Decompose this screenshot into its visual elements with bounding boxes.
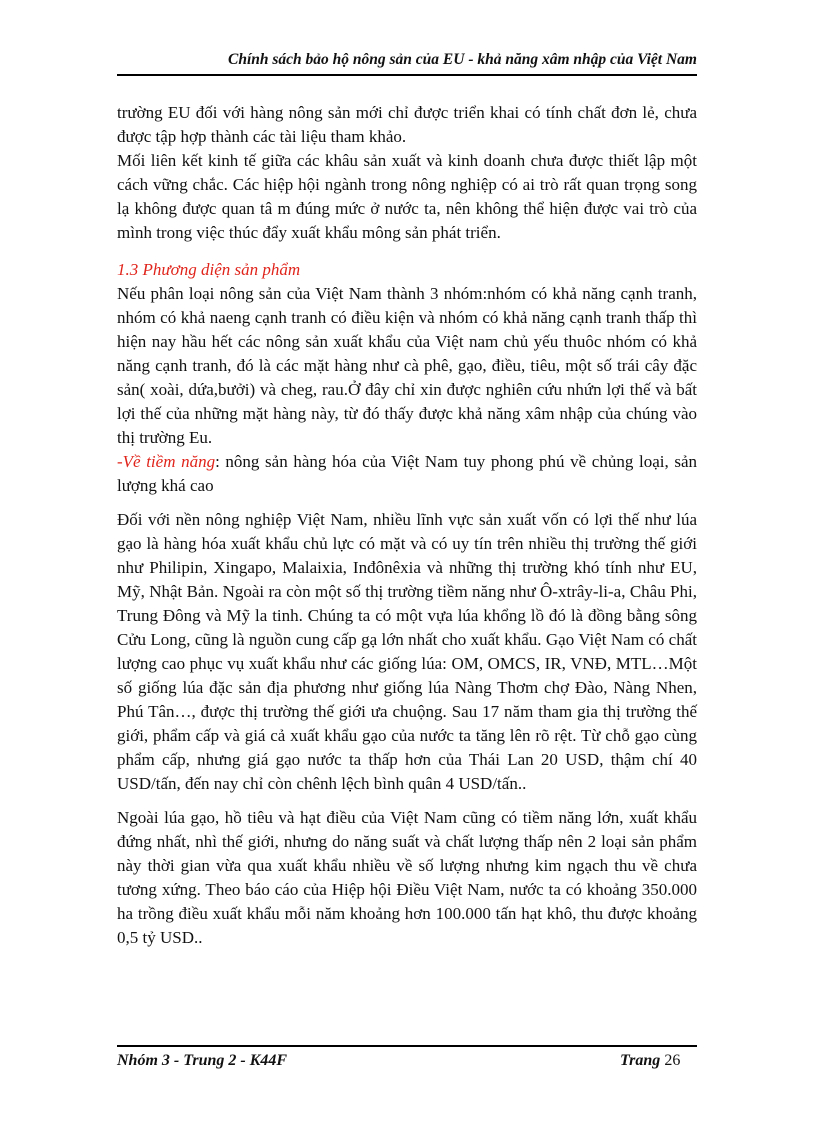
header-divider xyxy=(117,74,697,76)
paragraph-4 xyxy=(117,450,697,498)
page-number: 26 xyxy=(664,1052,681,1069)
page-label: Trang xyxy=(620,1052,661,1069)
paragraph-3: Nếu phân loại nông sản của Việt Nam thành 3 nhóm:nhóm có khả năng cạnh tranh, nhóm có khả naeng cạnh tranh có điều kiện và nhóm có khả năng cạnh tranh thấp thì hiện nay hầu hết các nông sản xuất khẩu của Việt nam chủ yếu thuôc nhóm có khả năng cạnh tranh, đó là các mặt hàng như cà phê, gạo, điều, tiêu, một số trái cây đặc sản( xoài, dứa,bưởi) và cheg, rau.Ở đây chỉ xin được nghiên cứu nhứn lợi thế và bất lợi thế của những mặt hàng này, từ đó thấy được khả năng xâm nhập của chúng vào thị trường Eu. xyxy=(117,284,697,447)
footer-page xyxy=(620,1052,680,1070)
footer-divider xyxy=(117,1045,697,1047)
paragraph-2: Mối liên kết kinh tế giữa các khâu sản xuất và kinh doanh chưa được thiết lập một cách vững chắc. Các hiệp hội ngành trong nông nghiệp có ai trò rất quan trọng song lạ không được quan tâ m đúng mức ở nước ta, nên không thể hiện được vai trò của mình trong việc thúc đẩy xuất khẩu mông sản phát triển. xyxy=(117,151,697,242)
paragraph-5: Đối với nền nông nghiệp Việt Nam, nhiều lĩnh vực sản xuất vốn có lợi thế như lúa gạo là hàng hóa xuất khẩu chủ lực có mặt và có uy tín trên nhiều thị trường thế giới như Philipin, Xingapo, Malaixia, Inđônêxia và những thị trường khó tính như EU, Mỹ, Nhật Bản. Ngoài ra còn một số thị trường tiềm năng như Ô-xtrây-li-a, Châu Phi, Trung Đông và Mỹ la tinh. Chúng ta có một vựa lúa khổng lồ đó là đồng bằng sông Cửu Long, cũng là nguồn cung cấp gạ lớn nhất cho xuất khẩu. Gạo Việt Nam có chất lượng cao phục vụ xuất khẩu như các giống lúa: OM, OMCS, IR, VNĐ, MTL…Một số giống lúa đặc sản địa phương như giống lúa Nàng Thơm chợ Đào, Nàng Nhen, Phú Tân…, được thị trường thế giới ưa chuộng. Sau 17 năm tham gia thị trường thế giới, phẩm cấp và giá cả xuất khẩu gạo của nước ta tăng lên rõ rệt. Từ chỗ gạo cùng phẩm cấp, nhưng giá gạo nước ta thấp hơn của Thái Lan 20 USD, thậm chí 40 USD/tấn, đến nay chỉ còn chênh lệch bình quân 4 USD/tấn.. xyxy=(117,510,697,793)
footer-group-label: Nhóm 3 - Trung 2 - K44F xyxy=(117,1052,288,1069)
potential-text: : nông sản hàng hóa của Việt Nam tuy phong phú về chủng loại, sản lượng khá cao xyxy=(117,452,697,495)
paragraph-6: Ngoài lúa gạo, hồ tiêu và hạt điều của Việt Nam cũng có tiềm năng lớn, xuất khẩu đứng nhất, nhì thế giới, nhưng do năng suất và chất lượng thấp nên 2 loại sản phẩm này thời gian vừa qua xuất khẩu nhiều về số lượng nhưng kim ngạch thu về chưa tương xứng. Theo báo cáo của Hiệp hội Điều Việt Nam, nước ta có khoảng 350.000 ha trồng điều xuất khẩu mỗi năm khoảng hơn 100.000 tấn hạt khô, thu được khoảng 0,5 tỷ USD.. xyxy=(117,808,697,947)
paragraph-1: trường EU đối với hàng nông sản mới chỉ được triển khai có tính chất đơn lẻ, chưa được tập hợp thành các tài liệu tham khảo. xyxy=(117,103,697,146)
section-heading: 1.3 Phương diện sản phẩm xyxy=(117,260,301,279)
page-header-title: Chính sách bảo hộ nông sản của EU - khả năng xâm nhập của Việt Nam xyxy=(227,51,697,68)
document-body xyxy=(117,101,697,950)
potential-lead: -Về tiềm năng xyxy=(117,452,216,471)
